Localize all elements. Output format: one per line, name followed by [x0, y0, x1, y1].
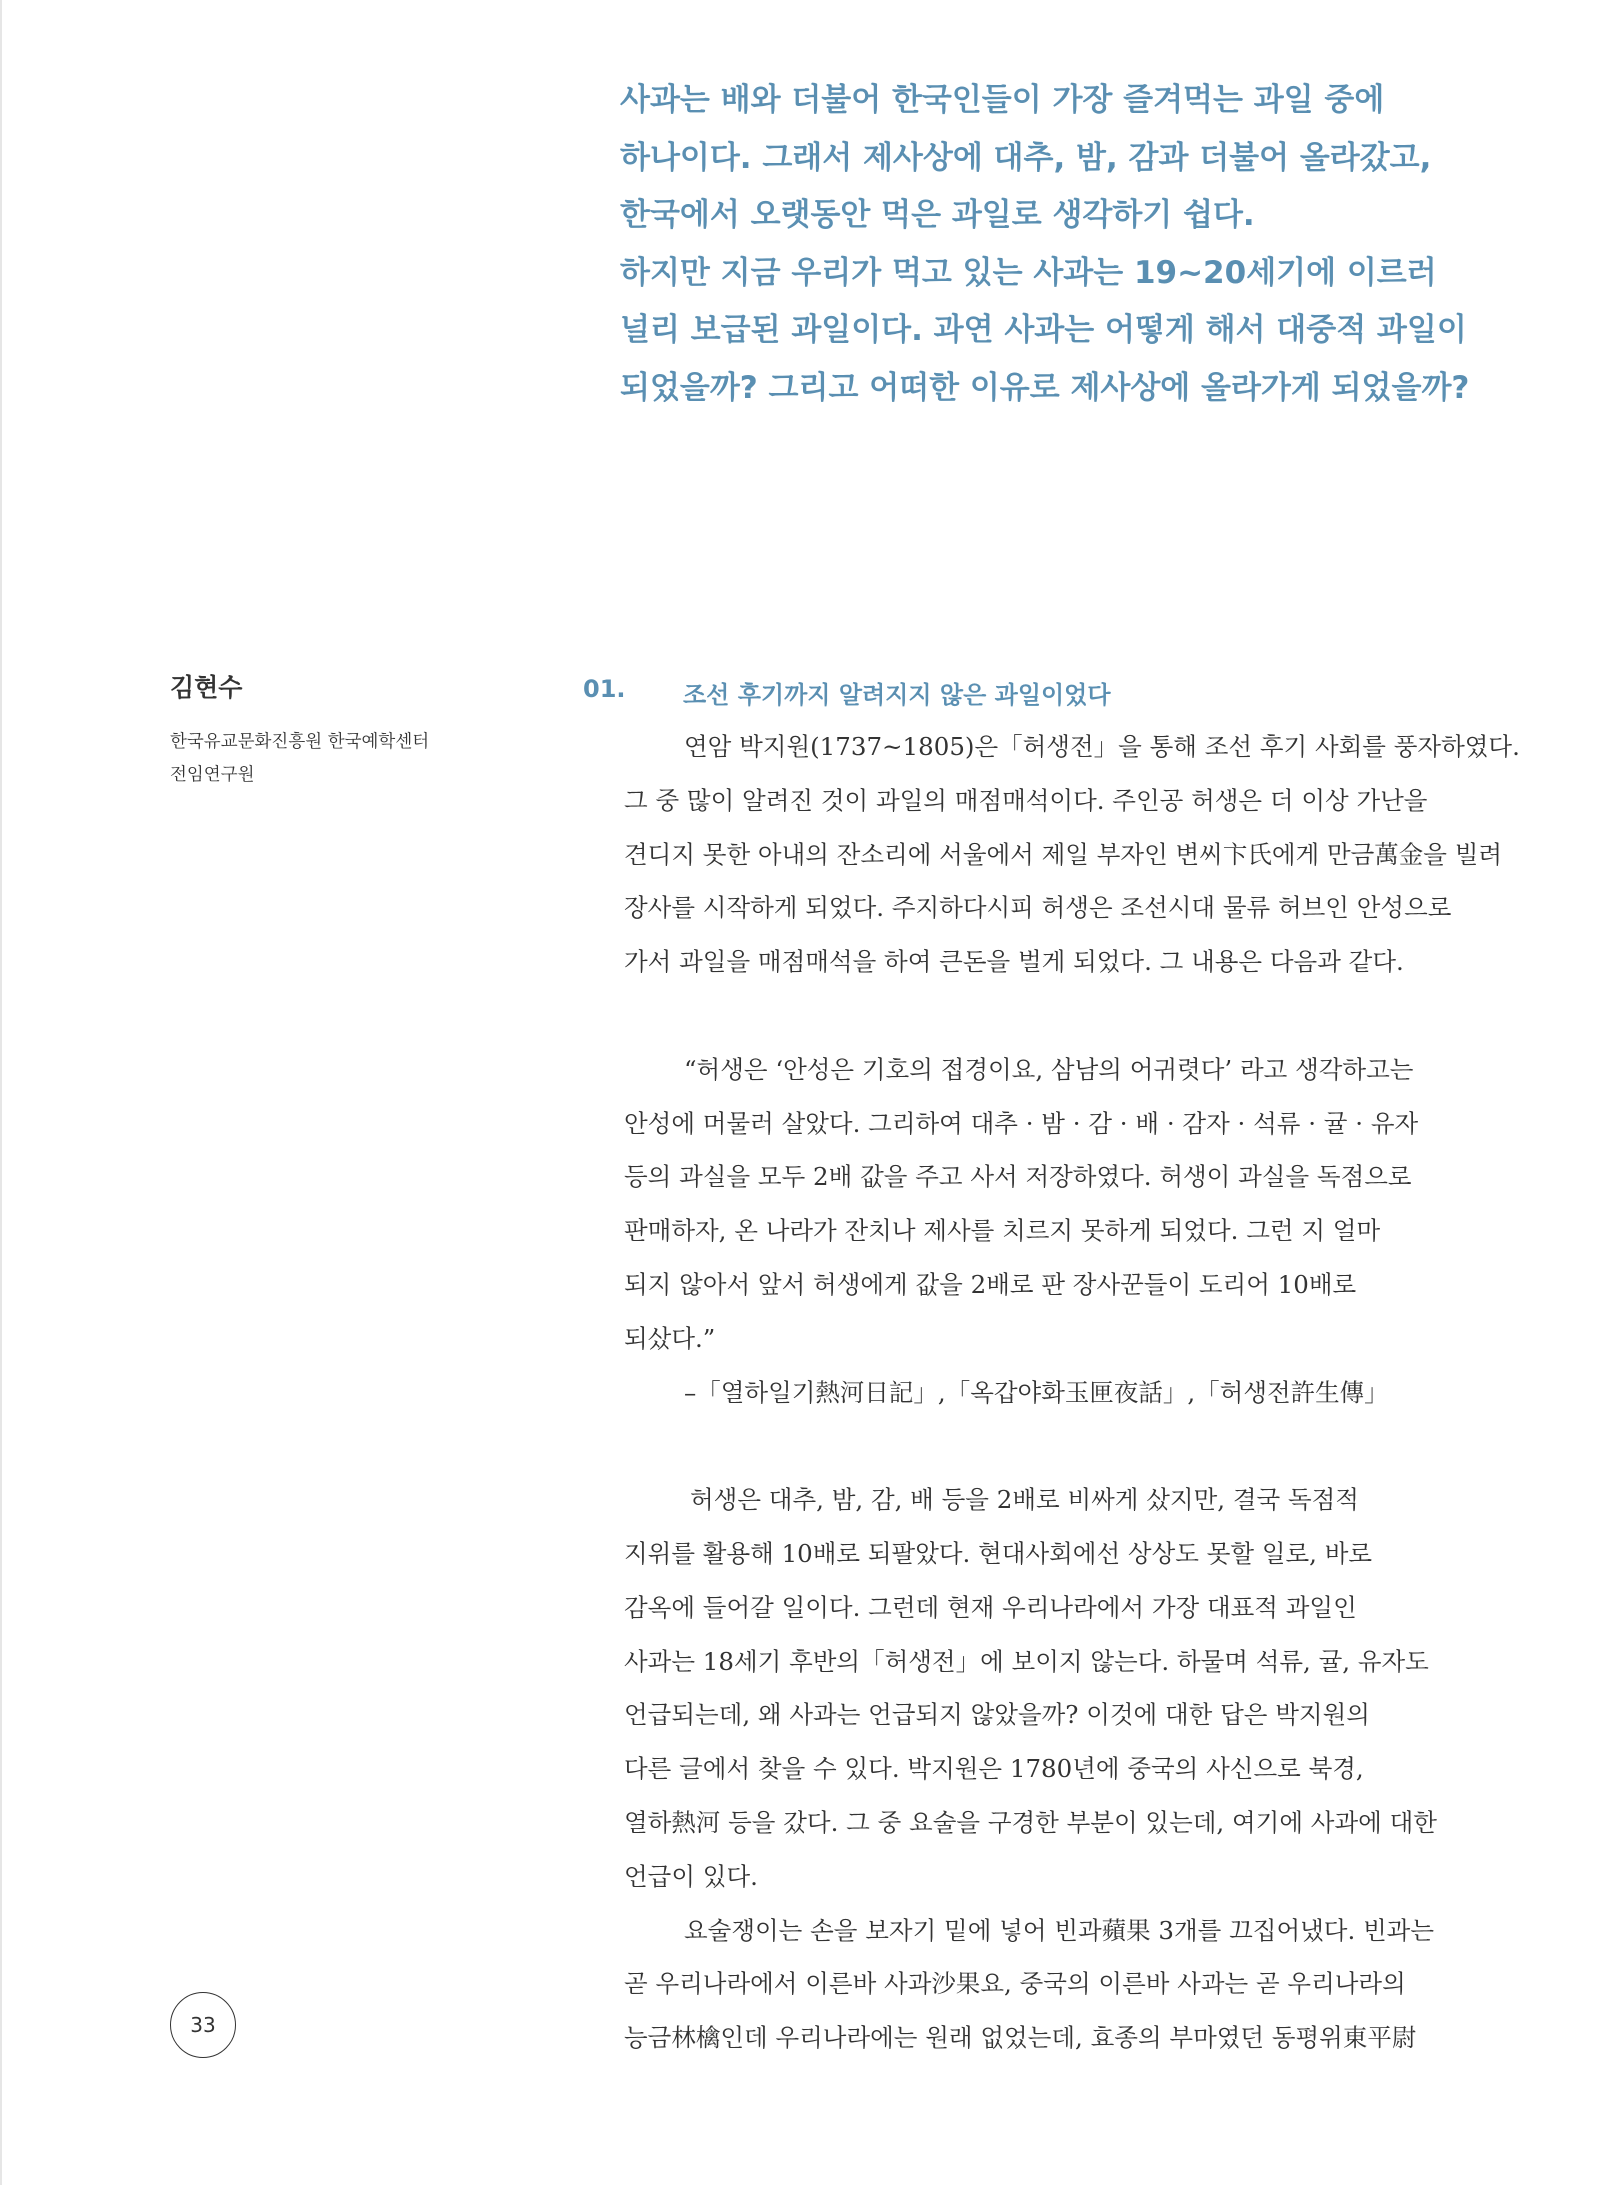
quote-line: 안성에 머물러 살았다. 그리하여 대추 · 밤 · 감 · 배 · 감자 · 석류 · 귤 · 유자: [624, 1108, 1419, 1138]
page-number: [170, 1992, 236, 2058]
quote-line: 되샀다.”: [624, 1323, 716, 1353]
intro-line: 사과는 배와 더불어 한국인들이 가장 즐겨먹는 과일 중에: [620, 82, 1385, 118]
paragraph-line: 가서 과일을 매점매석을 하여 큰돈을 벌게 되었다. 그 내용은 다음과 같다.: [624, 947, 1404, 977]
quote-line: 등의 과실을 모두 2배 값을 주고 사서 저장하였다. 허생이 과실을 독점으로: [624, 1162, 1412, 1192]
intro-line: 되었을까? 그리고 어떠한 이유로 제사상에 올라가게 되었을까?: [620, 369, 1470, 406]
paragraph-line: 허생은 대추, 밤, 감, 배 등을 2배로 비싸게 샀지만, 결국 독점적: [690, 1485, 1359, 1515]
author-affiliation: [170, 726, 429, 792]
paragraph-line: 사과는 18세기 후반의「허생전」에 보이지 않는다. 하물며 석류, 귤, 유자도: [624, 1646, 1429, 1676]
affiliation-line: 전임연구원: [170, 765, 255, 785]
intro-lede: [620, 72, 1550, 418]
quote-source: –「열하일기熱河日記」,「옥갑야화玉匣夜話」,「허생전許生傳」: [684, 1377, 1389, 1407]
quote-line: 되지 않아서 앞서 허생에게 값을 2배로 판 장사꾼들이 도리어 10배로: [624, 1269, 1357, 1299]
intro-line: 하지만 지금 우리가 먹고 있는 사과는 19~20세기에 이르러: [620, 254, 1437, 291]
spacer: [624, 989, 1524, 1043]
paragraph-line: 감옥에 들어갈 일이다. 그런데 현재 우리나라에서 가장 대표적 과일인: [624, 1592, 1357, 1622]
page-edge: [0, 0, 2, 2185]
section-title: 조선 후기까지 알려지지 않은 과일이었다: [683, 680, 1111, 709]
intro-line: 하나이다. 그래서 제사상에 대추, 밤, 감과 더불어 올라갔고,: [620, 139, 1432, 176]
paragraph-line: 다른 글에서 찾을 수 있다. 박지원은 1780년에 중국의 사신으로 북경,: [624, 1754, 1364, 1784]
paragraph-line: 지위를 활용해 10배로 되팔았다. 현대사회에선 상상도 못할 일로, 바로: [624, 1538, 1373, 1568]
spacer: [624, 1419, 1524, 1473]
section-number: 01.: [583, 675, 626, 703]
intro-line: 널리 보급된 과일이다. 과연 사과는 어떻게 해서 대중적 과일이: [620, 312, 1467, 349]
paragraph-line: 연암 박지원(1737~1805)은「허생전」을 통해 조선 후기 사회를 풍자하였다.: [684, 732, 1520, 761]
quote-line: “허생은 ‘안성은 기호의 접경이요, 삼남의 어귀렷다’ 라고 생각하고는: [684, 1054, 1414, 1084]
paragraph-line: 곧 우리나라에서 이른바 사과沙果요, 중국의 이른바 사과는 곧 우리나라의: [624, 1969, 1406, 1999]
article-body: [624, 720, 1524, 2065]
paragraph-line: 견디지 못한 아내의 잔소리에 서울에서 제일 부자인 변씨卞氏에게 만금萬金을 빌려: [624, 839, 1503, 869]
paragraph-line: 능금林檎인데 우리나라에는 원래 없었는데, 효종의 부마였던 동평위東平尉: [624, 2023, 1417, 2053]
paragraph-line: 그 중 많이 알려진 것이 과일의 매점매석이다. 주인공 허생은 더 이상 가난을: [624, 785, 1428, 815]
quote-line: 판매하자, 온 나라가 잔치나 제사를 치르지 못하게 되었다. 그런 지 얼마: [624, 1216, 1381, 1246]
paragraph-line: 열하熱河 등을 갔다. 그 중 요술을 구경한 부분이 있는데, 여기에 사과에 대한: [624, 1807, 1437, 1837]
paragraph-line: 언급이 있다.: [624, 1861, 758, 1891]
paragraph-line: 요술쟁이는 손을 보자기 밑에 넣어 빈과蘋果 3개를 끄집어냈다. 빈과는: [684, 1915, 1435, 1945]
paragraph-line: 장사를 시작하게 되었다. 주지하다시피 허생은 조선시대 물류 허브인 안성으로: [624, 893, 1452, 923]
paragraph-line: 언급되는데, 왜 사과는 언급되지 않았을까? 이것에 대한 답은 박지원의: [624, 1700, 1370, 1730]
author-name: 김현수: [170, 673, 243, 702]
intro-line: 한국에서 오랫동안 먹은 과일로 생각하기 쉽다.: [620, 197, 1255, 234]
page-number-text: 33: [190, 2013, 216, 2037]
affiliation-line: 한국유교문화진흥원 한국예학센터: [170, 732, 430, 752]
